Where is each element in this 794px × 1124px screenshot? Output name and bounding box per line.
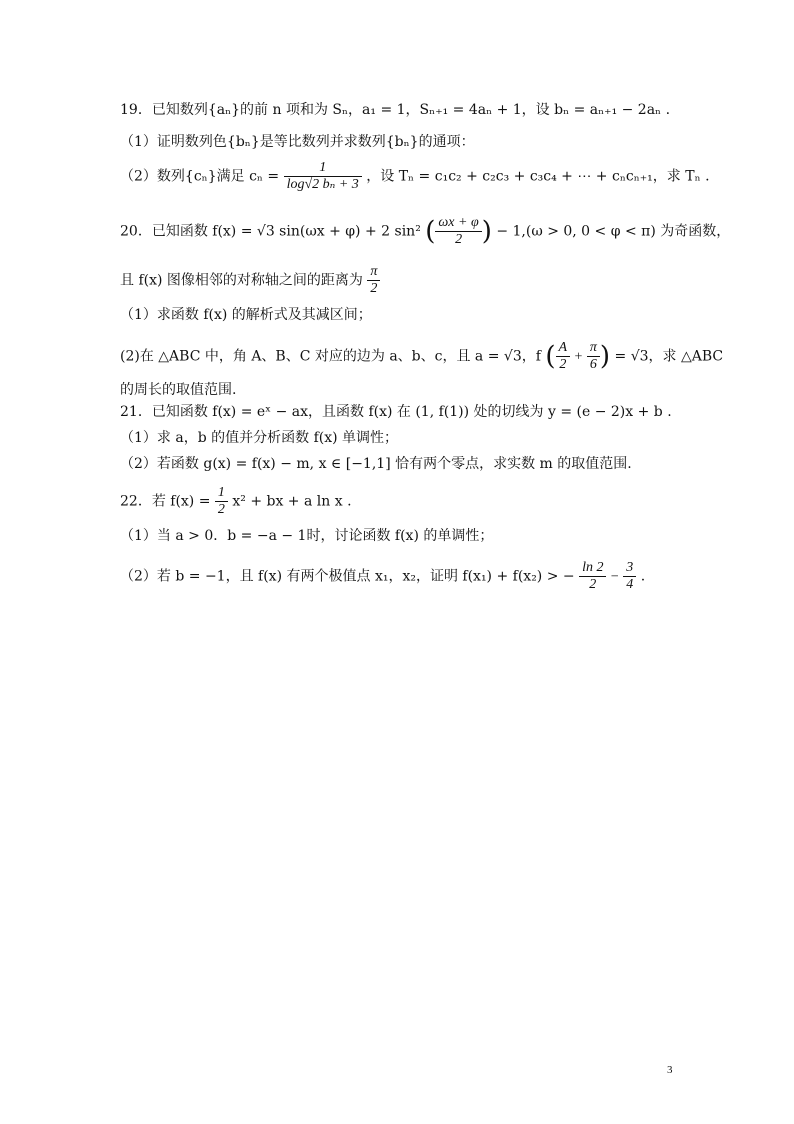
problem-22-suffix: x² + bx + a ln x .: [232, 493, 352, 510]
problem-20-part-2: [120, 340, 723, 373]
problem-20-part-2-continued: [120, 380, 236, 400]
problem-20-statement: [120, 215, 730, 248]
problem-20-part-2-continued-text: 的周长的取值范围.: [120, 382, 237, 398]
problem-22-part-2-suffix: .: [640, 568, 646, 585]
fraction-pi-over-6: [587, 340, 600, 373]
plus-operator: +: [574, 349, 583, 365]
fraction-denominator: 2: [455, 232, 463, 247]
fraction-numerator: ωx + φ: [435, 215, 481, 232]
problem-22-part-1-text: （1）当 a > 0．b = −a − 1时，讨论函数 f(x) 的单调性；: [120, 528, 494, 544]
fraction-numerator: 3: [623, 560, 636, 577]
fraction-numerator: π: [587, 340, 600, 357]
fraction-denominator: 2: [217, 502, 225, 517]
fraction-denominator: log√2 bₙ + 3: [286, 177, 359, 192]
problem-22-part-1: [120, 526, 493, 546]
problem-22-part-2: [120, 560, 645, 593]
problem-21-text: 21．已知函数 f(x) = eˣ − ax，且函数 f(x) 在 (1, f(1)) 处的切线为 y = (e − 2)x + b .: [120, 404, 672, 420]
fraction-denominator: 4: [626, 577, 634, 592]
problem-19-part-2-prefix: （2）数列{cₙ}满足 cₙ =: [120, 168, 284, 185]
problem-21-part-1-text: （1）求 a，b 的值并分析函数 f(x) 单调性；: [120, 430, 399, 446]
problem-19-statement: [120, 100, 670, 120]
fraction-pi-over-2: [367, 264, 380, 297]
problem-20-part-2-suffix: = √3，求 △ABC: [614, 348, 724, 365]
problem-20-part-1-text: （1）求函数 f(x) 的解析式及其减区间；: [120, 307, 372, 323]
fraction-numerator: 1: [284, 160, 362, 177]
problem-20-part-1: [120, 305, 372, 325]
fraction-numerator: π: [367, 264, 380, 281]
fraction-A-over-2: [556, 340, 571, 373]
problem-21-part-2-text: （2）若函数 g(x) = f(x) − m, x ∈ [−1,1] 恰有两个零点，求实数 m 的取值范围.: [120, 456, 632, 472]
problem-19-part-2: [120, 160, 710, 193]
problem-20-condition: [120, 264, 380, 297]
problem-21-statement: [120, 402, 672, 422]
fraction-omega-x-phi: [435, 215, 481, 248]
problem-20-suffix: − 1,(ω > 0, 0 < φ < π) 为奇函数，: [496, 223, 731, 240]
left-paren-symbol: (: [425, 216, 436, 247]
fraction-ln2-over-2: [579, 560, 606, 593]
problem-19-part-2-suffix: ，设 Tₙ = c₁c₂ + c₂c₃ + c₃c₄ + ⋯ + cₙcₙ₊₁，求 Tₙ .: [366, 168, 710, 185]
fraction-numerator: 1: [215, 485, 228, 502]
fraction-c-n: [284, 160, 362, 193]
fraction-one-half: [215, 485, 228, 518]
problem-20-part-2-prefix: (2)在 △ABC 中，角 A、B、C 对应的边为 a、b、c，且 a = √3，f: [120, 348, 541, 365]
fraction-numerator: A: [556, 340, 571, 357]
problem-22-statement: [120, 485, 352, 518]
fraction-denominator: 6: [589, 357, 597, 372]
minus-operator: −: [610, 569, 619, 585]
fraction-denominator: 2: [589, 577, 597, 592]
left-paren-symbol: (: [545, 341, 556, 372]
right-paren-symbol: ): [481, 216, 492, 247]
problem-19-text: 19．已知数列{aₙ}的前 n 项和为 Sₙ，a₁ = 1，Sₙ₊₁ = 4aₙ + 1，设 bₙ = aₙ₊₁ − 2aₙ .: [120, 102, 671, 118]
page-number: 3: [667, 1064, 673, 1076]
fraction-denominator: 2: [370, 281, 378, 296]
problem-20-condition-text: 且 f(x) 图像相邻的对称轴之间的距离为: [120, 272, 368, 289]
problem-21-part-2: [120, 454, 632, 474]
problem-20-prefix: 20．已知函数 f(x) = √3 sin(ωx + φ) + 2 sin²: [120, 223, 421, 240]
problem-22-part-2-prefix: （2）若 b = −1，且 f(x) 有两个极值点 x₁，x₂，证明 f(x₁) + f(x₂) > −: [120, 568, 575, 585]
fraction-numerator: ln 2: [579, 560, 606, 577]
right-paren-symbol: ): [599, 341, 611, 372]
problem-21-part-1: [120, 428, 398, 448]
problem-19-part-1-text: （1）证明数列色{bₙ}是等比数列并求数列{bₙ}的通项：: [120, 134, 475, 150]
problem-22-prefix: 22．若 f(x) =: [120, 493, 215, 510]
problem-19-part-1: [120, 132, 475, 152]
fraction-three-quarters: [623, 560, 636, 593]
fraction-denominator: 2: [559, 357, 567, 372]
